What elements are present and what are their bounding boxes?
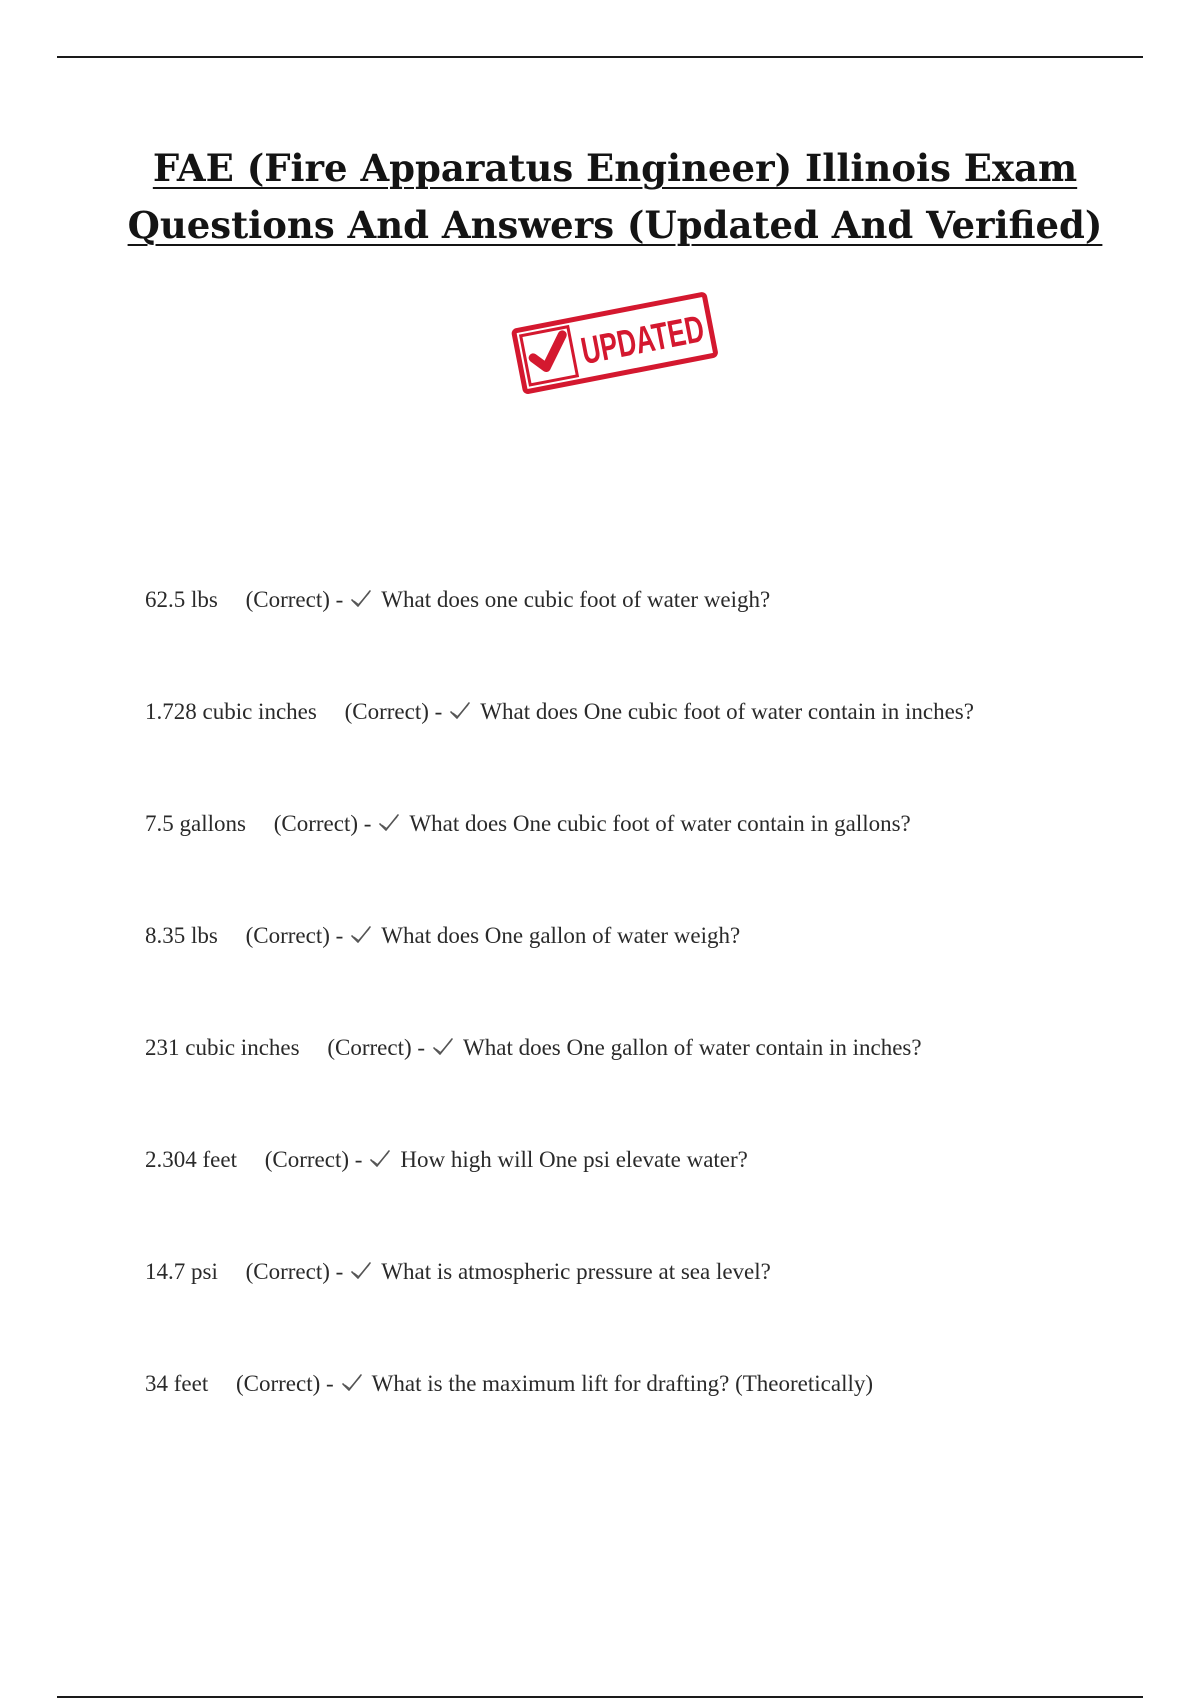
answer-text: 8.35 lbs xyxy=(145,923,218,948)
question-text: How high will One psi elevate water? xyxy=(400,1147,748,1172)
correct-label: (Correct) - xyxy=(327,1035,426,1060)
question-text: What does One gallon of water weigh? xyxy=(381,923,741,948)
document-title xyxy=(100,140,1130,254)
top-divider xyxy=(57,56,1143,58)
correct-label: (Correct) - xyxy=(245,1259,344,1284)
correct-label: (Correct) - xyxy=(245,587,344,612)
correct-label: (Correct) - xyxy=(264,1147,363,1172)
correct-label: (Correct) - xyxy=(273,811,372,836)
qa-item xyxy=(145,1366,1145,1478)
bottom-divider xyxy=(57,1696,1143,1698)
qa-list xyxy=(145,582,1145,1478)
question-text: What does one cubic foot of water weigh? xyxy=(381,587,771,612)
qa-item xyxy=(145,582,1145,694)
answer-text: 2.304 feet xyxy=(145,1147,237,1172)
check-icon xyxy=(368,1145,392,1181)
check-icon xyxy=(340,1369,364,1405)
updated-stamp-graphic xyxy=(508,292,764,397)
question-text: What does One gallon of water contain in inches? xyxy=(463,1035,922,1060)
stamp-text: UPDATED xyxy=(577,297,764,374)
title-line-1: FAE (Fire Apparatus Engineer) Illinois Exam xyxy=(152,146,1078,190)
check-icon xyxy=(349,1257,373,1293)
updated-stamp xyxy=(508,292,764,397)
qa-item xyxy=(145,1030,1145,1142)
correct-label: (Correct) - xyxy=(235,1371,334,1396)
question-text: What is the maximum lift for drafting? (Theoretically) xyxy=(371,1371,874,1396)
qa-item xyxy=(145,1142,1145,1254)
check-icon xyxy=(448,697,472,733)
title-line-2: Questions And Answers (Updated And Verified) xyxy=(127,203,1103,247)
answer-text: 1.728 cubic inches xyxy=(145,699,317,724)
answer-text: 62.5 lbs xyxy=(145,587,218,612)
question-text: What does One cubic foot of water contain in gallons? xyxy=(409,811,911,836)
question-text: What is atmospheric pressure at sea level? xyxy=(381,1259,771,1284)
answer-text: 7.5 gallons xyxy=(145,811,246,836)
question-text: What does One cubic foot of water contain in inches? xyxy=(480,699,974,724)
qa-item xyxy=(145,1254,1145,1366)
check-icon xyxy=(530,335,568,370)
check-icon xyxy=(349,921,373,957)
answer-text: 14.7 psi xyxy=(145,1259,218,1284)
check-icon xyxy=(377,809,401,845)
answer-text: 34 feet xyxy=(145,1371,209,1396)
answer-text: 231 cubic inches xyxy=(145,1035,300,1060)
correct-label: (Correct) - xyxy=(245,923,344,948)
check-icon xyxy=(349,585,373,621)
correct-label: (Correct) - xyxy=(344,699,443,724)
qa-item xyxy=(145,918,1145,1030)
check-icon xyxy=(431,1033,455,1069)
qa-item xyxy=(145,694,1145,806)
qa-item xyxy=(145,806,1145,918)
